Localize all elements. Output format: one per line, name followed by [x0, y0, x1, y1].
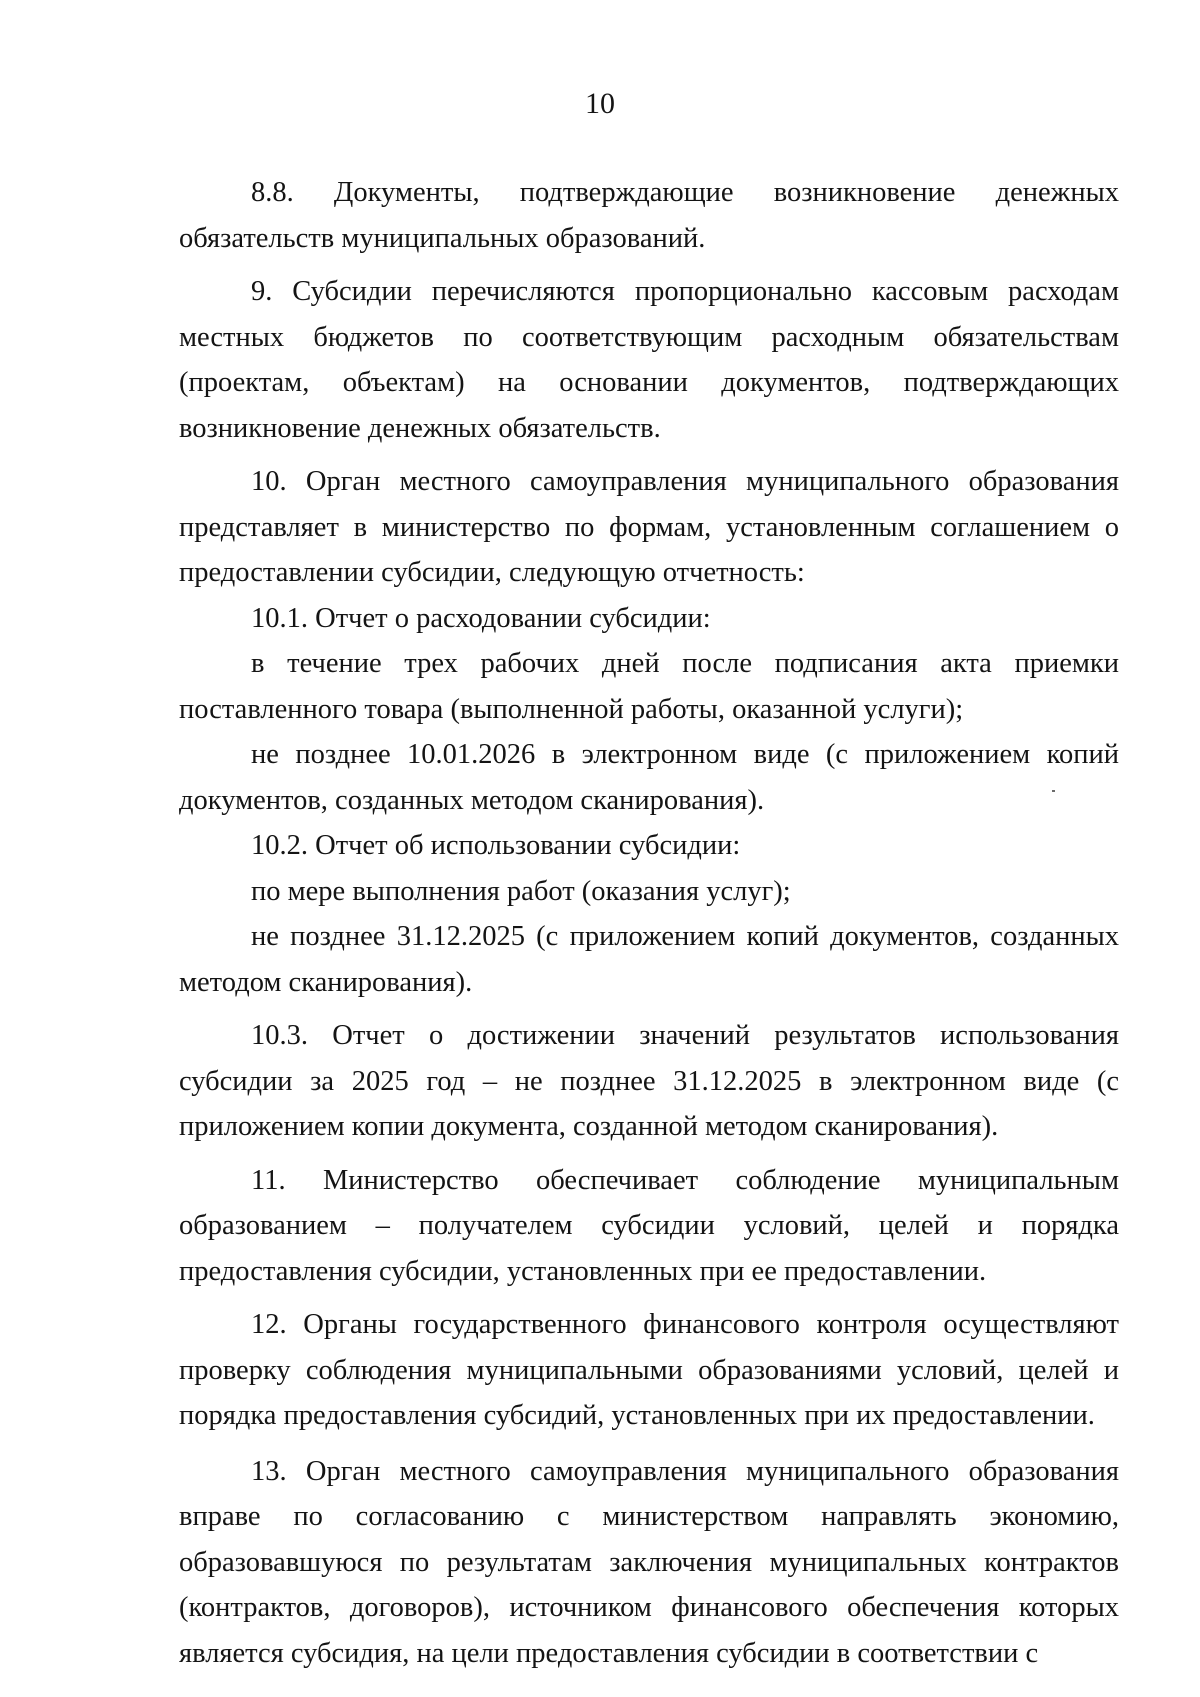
paragraph-9: 9. Субсидии перечисляются пропорционально кассовым расходам местных бюджетов по соответствующим расходным обязательствам (проектам, объектам) на основании документов, подтверждающих возникновение денежных обязательств. [179, 276, 1119, 444]
paragraph-10-2-item-2: не позднее 31.12.2025 (с приложением копий документов, созданных методом сканирования). [179, 921, 1119, 998]
page-number: 10 [585, 87, 615, 120]
paragraph-13: 13. Орган местного самоуправления муниципального образования вправе по согласованию с министерством направлять экономию, образовавшуюся по результатам заключения муниципальных контрактов (контрактов, договоров), источником финансового обеспечения которых является субсидия, на цели предоставления субсидии в соответствии с [179, 1455, 1119, 1669]
paragraph-8-8: 8.8. Документы, подтверждающие возникновение денежных обязательств муниципальных образований. [179, 177, 1119, 254]
paragraph-10-2: 10.2. Отчет об использовании субсидии: [251, 830, 741, 861]
paragraph-11: 11. Министерство обеспечивает соблюдение муниципальным образованием – получателем субсидии условий, целей и порядка предоставления субсидии, установленных при ее предоставлении. [179, 1164, 1119, 1287]
scan-speck [1052, 790, 1055, 792]
paragraph-12: 12. Органы государственного финансового контроля осуществляют проверку соблюдения муниципальными образованиями условий, целей и порядка предоставления субсидий, установленных при их предоставлении. [179, 1309, 1119, 1431]
paragraph-10-1-item-1: в течение трех рабочих дней после подписания акта приемки поставленного товара (выполненной работы, оказанной услуги); [179, 648, 1119, 725]
paragraph-10-2-item-1: по мере выполнения работ (оказания услуг); [251, 875, 791, 907]
paragraph-10-1: 10.1. Отчет о расходовании субсидии: [251, 602, 711, 634]
paragraph-10-1-item-2: не позднее 10.01.2026 в электронном виде (с приложением копий документов, созданных методом сканирования). [179, 739, 1119, 816]
document-body [179, 170, 1119, 1676]
paragraph-10: 10. Орган местного самоуправления муниципального образования представляет в министерство по формам, установленным соглашением о предоставлении субсидии, следующую отчетность: [179, 466, 1119, 588]
paragraph-10-3: 10.3. Отчет о достижении значений результатов использования субсидии за 2025 год – не позднее 31.12.2025 в электронном виде (с приложением копии документа, созданной методом сканирования). [179, 1020, 1119, 1142]
